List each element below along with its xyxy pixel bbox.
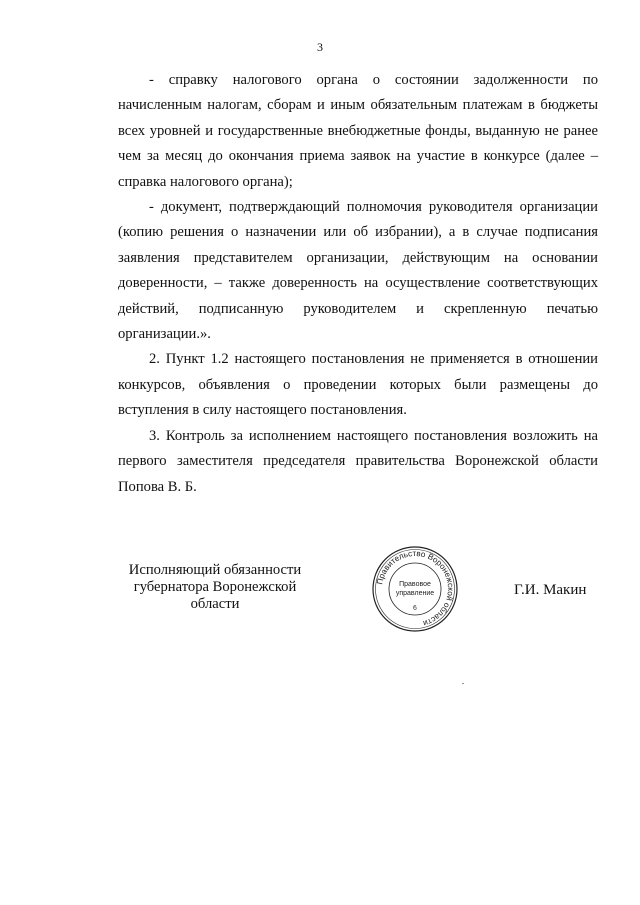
signatory-position-line-1: Исполняющий обязанности <box>128 562 302 578</box>
signatory-position <box>112 562 318 613</box>
signatory-position-line-2: губернатора Воронежской области <box>133 579 297 612</box>
page-number: 3 <box>317 40 323 54</box>
scan-artifact <box>462 683 464 684</box>
paragraph-clause-3: 3. Контроль за исполнением настоящего постановления возложить на первого заместителя председателя правительства Воронежской области Попова В. Б. <box>118 427 598 495</box>
signatory-name: Г.И. Макин <box>514 582 587 598</box>
official-stamp <box>370 544 460 634</box>
signature-block <box>0 548 640 652</box>
paragraph-tax-certificate: - справку налогового органа о состоянии задолженности по начисленным налогам, сборам и иным обязательным платежам в бюджеты всех уровней и государственные внебюджетные фонды, выданную не ранее чем за месяц до окончания приема заявок на участие в конкурсе (далее – справка налогового органа); <box>118 72 598 190</box>
stamp-seal-icon <box>370 544 460 634</box>
document-body <box>118 68 598 500</box>
paragraph-clause-2: 2. Пункт 1.2 настоящего постановления не применяется в отношении конкурсов, объявления о проведении которых были размещены до вступления в силу настоящего постановления. <box>118 351 598 419</box>
stamp-mark: б <box>413 605 417 612</box>
paragraph-authority-document: - документ, подтверждающий полномочия руководителя организации (копию решения о назначении или об избрании), а в случае подписания заявления представителем организации, действующим на основании доверенности, – также доверенность на осуществление соответствующих действий, подписанную руководителем и скрепленную печатью организации.». <box>118 199 598 343</box>
stamp-center-line-1: Правовое <box>399 581 431 588</box>
stamp-center-line-2: управление <box>395 590 435 597</box>
stamp-ring-text: Правительство Воронежской области <box>375 548 456 628</box>
